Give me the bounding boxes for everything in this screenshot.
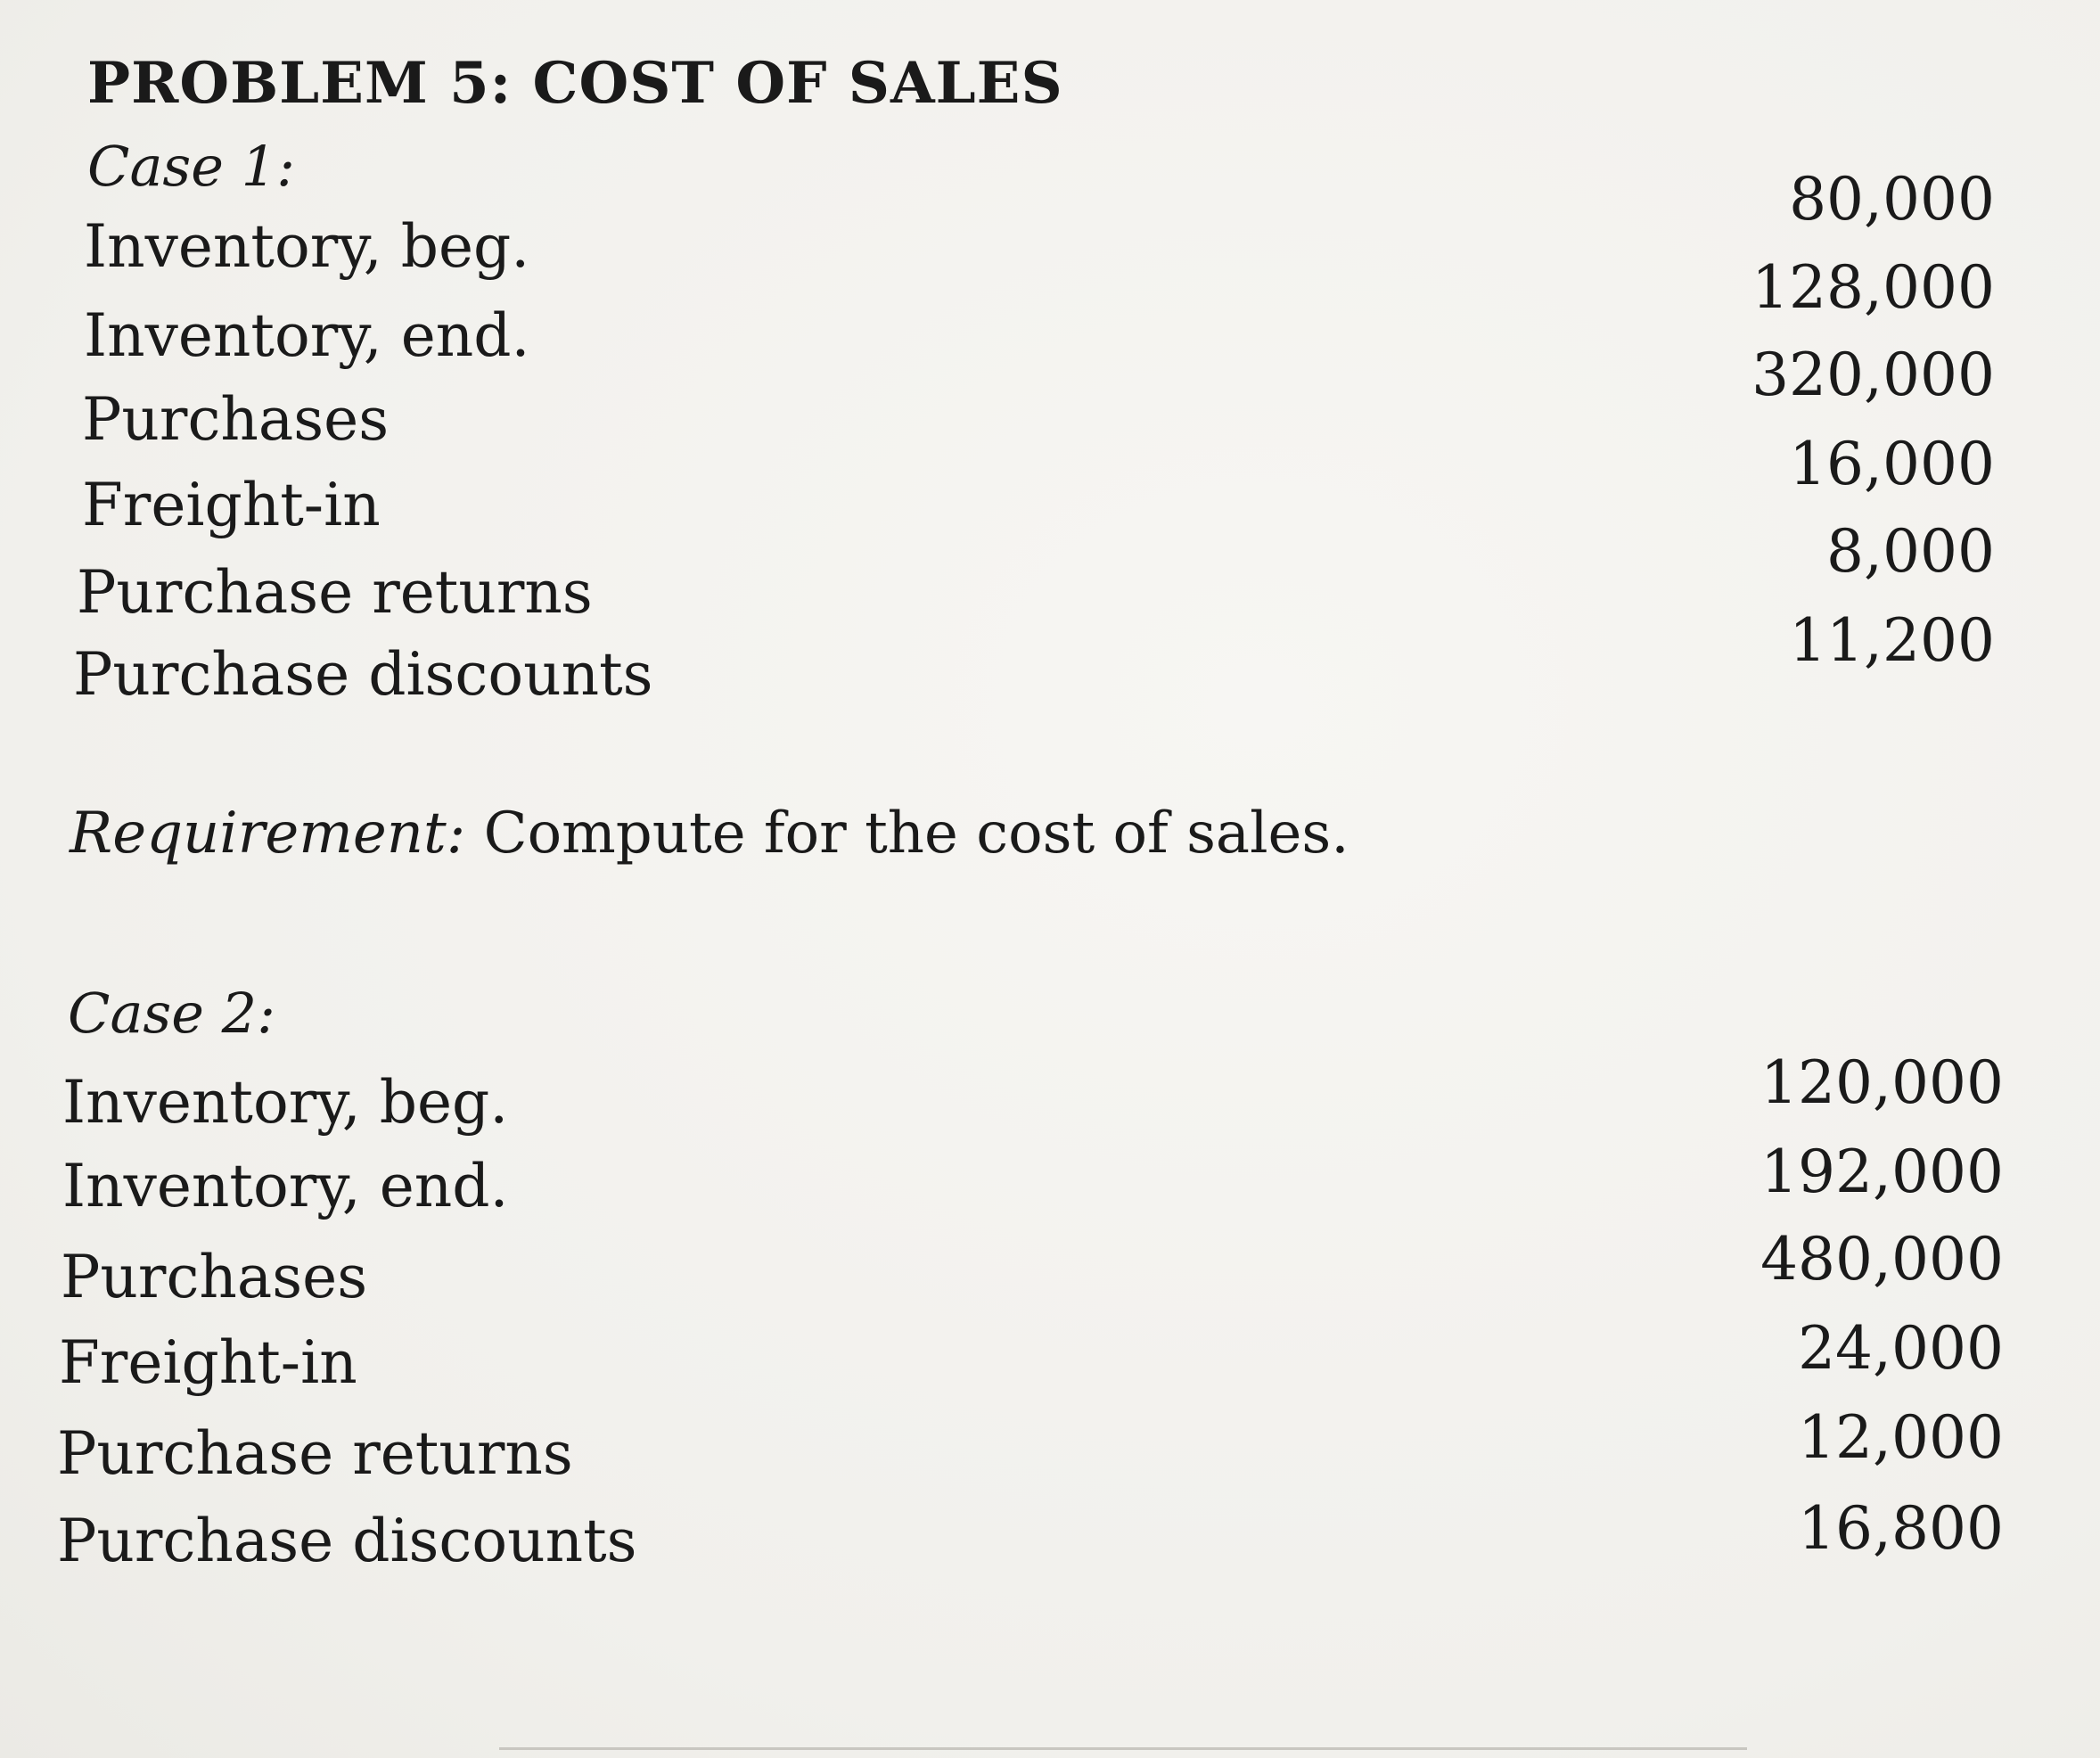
case-2-value-inventory-beg: 120,000 [1760, 1048, 2004, 1117]
case-1-label-freight-in: Freight-in [82, 471, 381, 539]
case-1-label-inventory-beg: Inventory, beg. [84, 212, 530, 281]
requirement-line [70, 801, 1349, 867]
case-1-value-purchase-discounts: 11,200 [1789, 606, 1995, 675]
problem-title: PROBLEM 5: COST OF SALES [87, 50, 1063, 117]
case-2-label-inventory-beg: Inventory, beg. [62, 1068, 509, 1137]
case-1-label-inventory-end: Inventory, end. [84, 301, 530, 370]
case-2-value-purchase-discounts: 16,800 [1798, 1494, 2004, 1563]
case-2-label-purchase-returns: Purchase returns [57, 1419, 573, 1488]
case-2-heading: Case 2: [68, 981, 275, 1046]
case-1-label-purchases: Purchases [82, 385, 390, 454]
case-2-label-purchase-discounts: Purchase discounts [57, 1507, 637, 1575]
case-1-value-inventory-end: 128,000 [1751, 253, 1995, 322]
requirement-text: Compute for the cost of sales. [465, 801, 1349, 867]
case-1-heading: Case 1: [87, 134, 295, 199]
case-1-value-freight-in: 16,000 [1789, 430, 1995, 498]
case-2-label-purchases: Purchases [61, 1243, 368, 1311]
case-2-value-purchase-returns: 12,000 [1798, 1403, 2004, 1472]
case-1-label-purchase-discounts: Purchase discounts [73, 640, 653, 709]
case-2-value-freight-in: 24,000 [1798, 1314, 2004, 1383]
case-1-value-purchases: 320,000 [1751, 341, 1995, 409]
page-edge-rule [499, 1747, 1747, 1750]
case-1-value-purchase-returns: 8,000 [1826, 517, 1995, 586]
case-2-label-inventory-end: Inventory, end. [62, 1152, 509, 1220]
case-2-label-freight-in: Freight-in [59, 1328, 357, 1397]
case-1-value-inventory-beg: 80,000 [1789, 165, 1995, 234]
case-1-label-purchase-returns: Purchase returns [77, 558, 593, 627]
case-2-value-inventory-end: 192,000 [1760, 1138, 2004, 1206]
requirement-label: Requirement: [70, 801, 466, 867]
case-2-value-purchases: 480,000 [1760, 1225, 2004, 1294]
